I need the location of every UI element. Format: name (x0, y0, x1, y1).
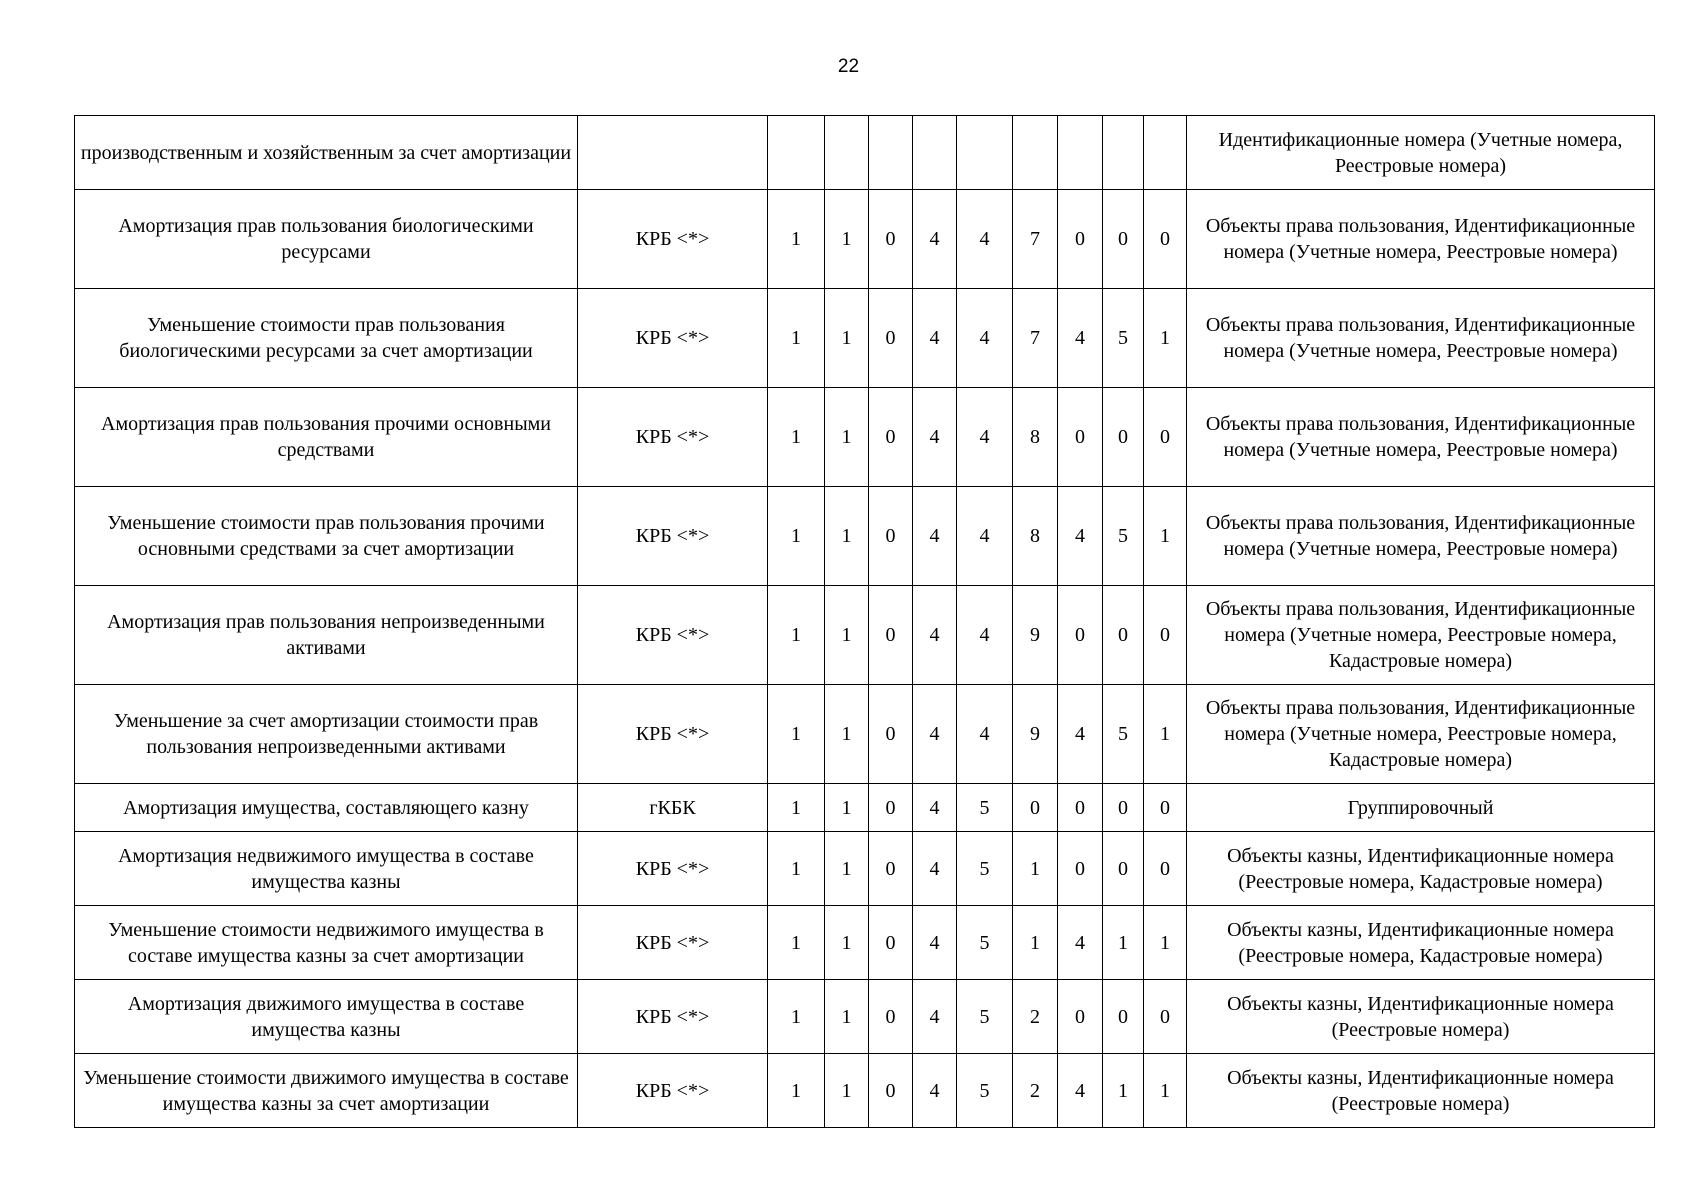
code-digit-cell: 4 (913, 190, 957, 289)
account-name-cell: Амортизация прав пользования непроизведенными активами (75, 586, 578, 685)
code-digit-cell: 1 (768, 1054, 825, 1128)
code-digit-cell: 0 (869, 784, 913, 832)
code-digit-cell (957, 116, 1013, 190)
account-kind-cell: КРБ <*> (578, 906, 768, 980)
table-row (75, 190, 1655, 289)
code-digit-cell: 1 (1013, 832, 1058, 906)
analytics-cell: Объекты права пользования, Идентификационные номера (Учетные номера, Реестровые номера, Кадастровые номера) (1187, 685, 1655, 784)
code-digit-cell: 1 (1103, 906, 1144, 980)
code-digit-cell: 5 (957, 1054, 1013, 1128)
account-kind-cell: КРБ <*> (578, 586, 768, 685)
code-digit-cell: 0 (1058, 784, 1103, 832)
analytics-cell: Объекты права пользования, Идентификационные номера (Учетные номера, Реестровые номера) (1187, 190, 1655, 289)
code-digit-cell: 4 (957, 487, 1013, 586)
code-digit-cell: 1 (768, 685, 825, 784)
code-digit-cell: 0 (1058, 980, 1103, 1054)
account-kind-cell: КРБ <*> (578, 980, 768, 1054)
code-digit-cell (1013, 116, 1058, 190)
account-kind-cell: КРБ <*> (578, 388, 768, 487)
code-digit-cell: 0 (1144, 190, 1187, 289)
table-row (75, 980, 1655, 1054)
code-digit-cell (1058, 116, 1103, 190)
code-digit-cell: 0 (1144, 586, 1187, 685)
code-digit-cell: 4 (957, 388, 1013, 487)
account-kind-cell: гКБК (578, 784, 768, 832)
code-digit-cell: 0 (1058, 388, 1103, 487)
code-digit-cell: 9 (1013, 685, 1058, 784)
code-digit-cell: 5 (957, 906, 1013, 980)
code-digit-cell: 0 (869, 906, 913, 980)
account-name-cell: Уменьшение стоимости движимого имущества в составе имущества казны за счет амортизации (75, 1054, 578, 1128)
code-digit-cell: 0 (869, 388, 913, 487)
code-digit-cell (913, 116, 957, 190)
code-digit-cell: 4 (913, 289, 957, 388)
code-digit-cell: 4 (957, 586, 1013, 685)
code-digit-cell: 5 (957, 784, 1013, 832)
code-digit-cell: 0 (1013, 784, 1058, 832)
code-digit-cell: 7 (1013, 289, 1058, 388)
code-digit-cell: 1 (768, 906, 825, 980)
code-digit-cell: 0 (1144, 832, 1187, 906)
code-digit-cell: 1 (768, 487, 825, 586)
code-digit-cell: 0 (869, 832, 913, 906)
code-digit-cell: 0 (1144, 784, 1187, 832)
table-row (75, 832, 1655, 906)
account-name-cell: Амортизация прав пользования прочими основными средствами (75, 388, 578, 487)
code-digit-cell: 1 (768, 586, 825, 685)
code-digit-cell (825, 116, 869, 190)
code-digit-cell: 5 (1103, 487, 1144, 586)
code-digit-cell: 1 (768, 388, 825, 487)
code-digit-cell: 1 (768, 289, 825, 388)
code-digit-cell (768, 116, 825, 190)
code-digit-cell: 1 (768, 980, 825, 1054)
code-digit-cell: 1 (1144, 906, 1187, 980)
page-number: 22 (837, 56, 860, 77)
account-kind-cell: КРБ <*> (578, 685, 768, 784)
table-row (75, 685, 1655, 784)
code-digit-cell: 4 (913, 685, 957, 784)
code-digit-cell: 0 (1058, 832, 1103, 906)
code-digit-cell: 0 (1144, 388, 1187, 487)
code-digit-cell: 5 (957, 832, 1013, 906)
code-digit-cell: 1 (1103, 1054, 1144, 1128)
code-digit-cell: 1 (825, 685, 869, 784)
code-digit-cell: 4 (1058, 1054, 1103, 1128)
code-digit-cell: 4 (913, 784, 957, 832)
code-digit-cell: 4 (913, 586, 957, 685)
analytics-cell: Объекты права пользования, Идентификационные номера (Учетные номера, Реестровые номера) (1187, 388, 1655, 487)
analytics-cell: Объекты казны, Идентификационные номера (Реестровые номера, Кадастровые номера) (1187, 832, 1655, 906)
account-kind-cell: КРБ <*> (578, 832, 768, 906)
code-digit-cell: 1 (825, 190, 869, 289)
analytics-cell: Идентификационные номера (Учетные номера, Реестровые номера) (1187, 116, 1655, 190)
code-digit-cell: 4 (913, 388, 957, 487)
code-digit-cell: 0 (1103, 980, 1144, 1054)
code-digit-cell: 4 (913, 832, 957, 906)
account-kind-cell: КРБ <*> (578, 1054, 768, 1128)
code-digit-cell: 1 (768, 190, 825, 289)
code-digit-cell: 1 (1144, 685, 1187, 784)
code-digit-cell: 1 (825, 487, 869, 586)
code-digit-cell (869, 116, 913, 190)
code-digit-cell: 0 (1103, 784, 1144, 832)
code-digit-cell: 5 (1103, 685, 1144, 784)
table-row (75, 1054, 1655, 1128)
code-digit-cell: 0 (869, 980, 913, 1054)
account-name-cell: Амортизация недвижимого имущества в составе имущества казны (75, 832, 578, 906)
code-digit-cell: 1 (825, 388, 869, 487)
code-digit-cell: 0 (869, 487, 913, 586)
code-digit-cell: 2 (1013, 1054, 1058, 1128)
code-digit-cell: 4 (1058, 685, 1103, 784)
table-row (75, 116, 1655, 190)
code-digit-cell: 0 (1103, 388, 1144, 487)
account-name-cell: Амортизация движимого имущества в составе имущества казны (75, 980, 578, 1054)
account-name-cell: Амортизация прав пользования биологическими ресурсами (75, 190, 578, 289)
account-name-cell: производственным и хозяйственным за счет амортизации (75, 116, 578, 190)
code-digit-cell: 4 (957, 289, 1013, 388)
account-kind-cell (578, 116, 768, 190)
code-digit-cell: 5 (1103, 289, 1144, 388)
analytics-cell: Группировочный (1187, 784, 1655, 832)
code-digit-cell: 8 (1013, 388, 1058, 487)
table-row (75, 487, 1655, 586)
code-digit-cell: 1 (825, 586, 869, 685)
account-name-cell: Уменьшение стоимости недвижимого имущества в составе имущества казны за счет амортизации (75, 906, 578, 980)
code-digit-cell: 4 (913, 487, 957, 586)
code-digit-cell: 1 (825, 906, 869, 980)
code-digit-cell: 1 (825, 289, 869, 388)
code-digit-cell: 5 (957, 980, 1013, 1054)
code-digit-cell: 7 (1013, 190, 1058, 289)
code-digit-cell: 1 (1144, 1054, 1187, 1128)
code-digit-cell: 0 (869, 685, 913, 784)
code-digit-cell: 1 (1144, 289, 1187, 388)
table-row (75, 906, 1655, 980)
code-digit-cell: 1 (1013, 906, 1058, 980)
account-kind-cell: КРБ <*> (578, 289, 768, 388)
code-digit-cell: 0 (1144, 980, 1187, 1054)
code-digit-cell: 0 (869, 289, 913, 388)
account-kind-cell: КРБ <*> (578, 487, 768, 586)
code-digit-cell: 0 (1103, 190, 1144, 289)
code-digit-cell: 0 (1103, 832, 1144, 906)
code-digit-cell: 4 (913, 1054, 957, 1128)
code-digit-cell: 0 (869, 586, 913, 685)
code-digit-cell: 4 (1058, 906, 1103, 980)
code-digit-cell: 4 (1058, 289, 1103, 388)
code-digit-cell: 4 (957, 685, 1013, 784)
account-kind-cell: КРБ <*> (578, 190, 768, 289)
code-digit-cell: 2 (1013, 980, 1058, 1054)
code-digit-cell: 4 (913, 980, 957, 1054)
code-digit-cell (1103, 116, 1144, 190)
code-digit-cell: 0 (1058, 190, 1103, 289)
code-digit-cell: 1 (825, 784, 869, 832)
table-row (75, 289, 1655, 388)
analytics-cell: Объекты казны, Идентификационные номера (Реестровые номера, Кадастровые номера) (1187, 906, 1655, 980)
code-digit-cell: 8 (1013, 487, 1058, 586)
code-digit-cell: 0 (1058, 586, 1103, 685)
table-row (75, 784, 1655, 832)
code-digit-cell: 1 (825, 832, 869, 906)
accounts-table-body (75, 116, 1655, 1128)
table-row (75, 388, 1655, 487)
code-digit-cell: 0 (869, 190, 913, 289)
account-name-cell: Амортизация имущества, составляющего казну (75, 784, 578, 832)
code-digit-cell: 0 (869, 1054, 913, 1128)
accounts-table (74, 115, 1655, 1128)
account-name-cell: Уменьшение стоимости прав пользования биологическими ресурсами за счет амортизации (75, 289, 578, 388)
code-digit-cell: 1 (825, 980, 869, 1054)
account-name-cell: Уменьшение стоимости прав пользования прочими основными средствами за счет амортизации (75, 487, 578, 586)
code-digit-cell: 1 (825, 1054, 869, 1128)
code-digit-cell: 4 (913, 906, 957, 980)
code-digit-cell (1144, 116, 1187, 190)
table-row (75, 586, 1655, 685)
code-digit-cell: 9 (1013, 586, 1058, 685)
code-digit-cell: 1 (768, 784, 825, 832)
analytics-cell: Объекты казны, Идентификационные номера (Реестровые номера) (1187, 980, 1655, 1054)
analytics-cell: Объекты права пользования, Идентификационные номера (Учетные номера, Реестровые номера) (1187, 289, 1655, 388)
analytics-cell: Объекты казны, Идентификационные номера (Реестровые номера) (1187, 1054, 1655, 1128)
code-digit-cell: 4 (957, 190, 1013, 289)
account-name-cell: Уменьшение за счет амортизации стоимости прав пользования непроизведенными активами (75, 685, 578, 784)
code-digit-cell: 1 (768, 832, 825, 906)
code-digit-cell: 0 (1103, 586, 1144, 685)
code-digit-cell: 1 (1144, 487, 1187, 586)
code-digit-cell: 4 (1058, 487, 1103, 586)
analytics-cell: Объекты права пользования, Идентификационные номера (Учетные номера, Реестровые номера) (1187, 487, 1655, 586)
analytics-cell: Объекты права пользования, Идентификационные номера (Учетные номера, Реестровые номера, Кадастровые номера) (1187, 586, 1655, 685)
